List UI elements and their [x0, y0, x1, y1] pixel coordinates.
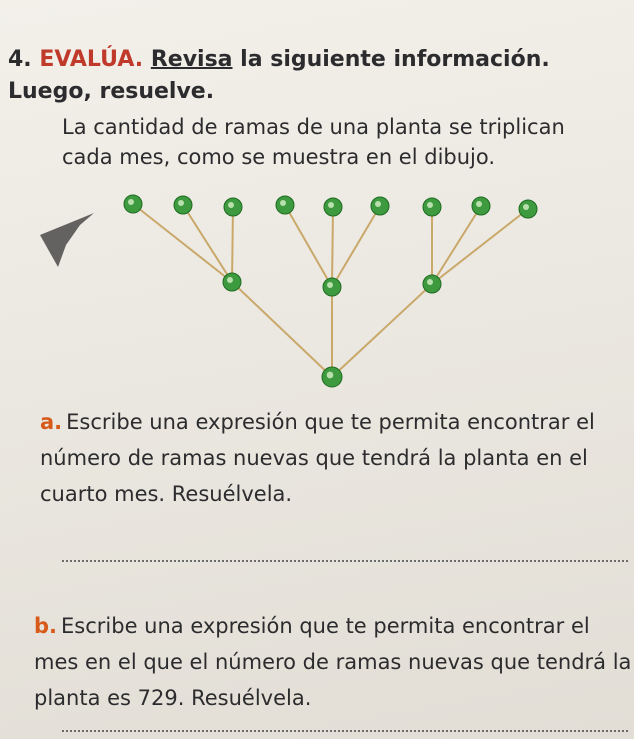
branch-line	[285, 205, 332, 287]
branch-line	[332, 206, 380, 287]
problem-statement: La cantidad de ramas de una planta se triplican cada mes, como se muestra en el dibujo.	[62, 115, 565, 169]
node-highlight	[328, 202, 334, 208]
answer-line-b[interactable]	[62, 730, 628, 732]
answer-line-a[interactable]	[62, 560, 628, 562]
node-highlight	[327, 372, 334, 379]
branch-diagram	[0, 180, 634, 400]
branch-line	[432, 209, 528, 284]
question-b-text: Escribe una expresión que te permita encontrar el mes en el que el número de ramas nuevas que tendrá la planta es 729. Resuélvela.	[34, 614, 632, 710]
node-highlight	[523, 204, 529, 210]
instruction-rest: la siguiente información. Luego, resuelve.	[8, 47, 550, 104]
branch-nodes	[124, 195, 537, 387]
question-a-text: Escribe una expresión que te permita encontrar el número de ramas nuevas que tendrá la planta en el cuarto mes. Resuélvela.	[40, 410, 595, 506]
node-highlight	[427, 279, 433, 285]
question-b-letter: b.	[34, 614, 58, 638]
branch-line	[432, 206, 481, 284]
exercise-header	[8, 44, 628, 108]
branch-line	[332, 207, 333, 287]
question-b	[34, 608, 634, 716]
question-a	[40, 404, 630, 512]
node-highlight	[178, 200, 184, 206]
node-highlight	[280, 200, 286, 206]
branch-line	[133, 204, 232, 282]
branch-line	[332, 284, 432, 377]
node-highlight	[128, 199, 134, 205]
exercise-number: 4.	[8, 47, 32, 72]
node-highlight	[228, 202, 234, 208]
question-a-letter: a.	[40, 410, 63, 434]
node-highlight	[227, 277, 233, 283]
node-highlight	[476, 201, 482, 207]
branch-line	[232, 207, 233, 282]
instruction-link: Revisa	[150, 47, 233, 72]
node-highlight	[327, 282, 333, 288]
exercise-label: EVALÚA.	[39, 47, 144, 72]
branch-line	[232, 282, 332, 377]
node-highlight	[375, 201, 381, 207]
node-highlight	[427, 202, 433, 208]
branch-line	[183, 205, 232, 282]
